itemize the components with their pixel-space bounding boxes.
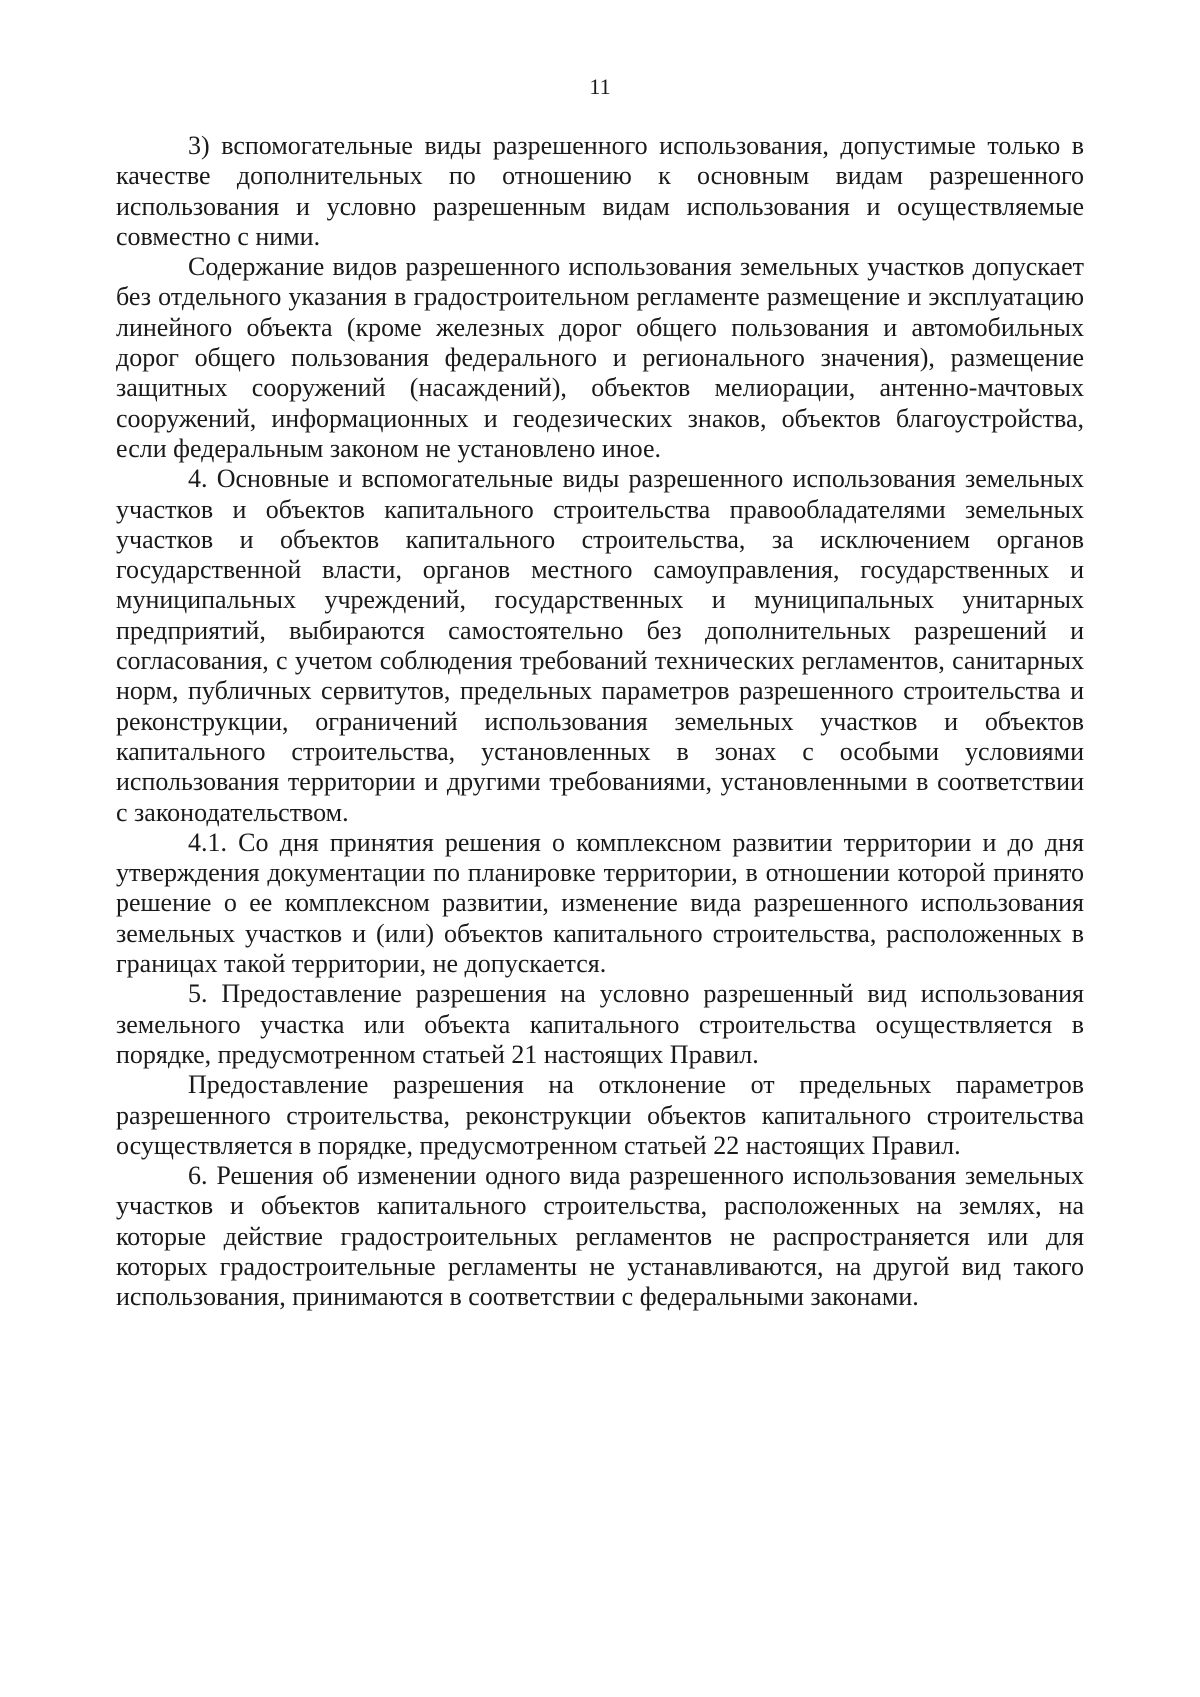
paragraph-item-6: 6. Решения об изменении одного вида разрешенного использования земельных участков и объектов капитального строительства, расположенных на землях, на которые действие градостроительных регламентов не распространяется или для которых градостроительные регламенты не устанавливаются, на другой вид такого использования, принимаются в соответствии с федеральными законами. xyxy=(116,1161,1084,1312)
paragraph-item-4: 4. Основные и вспомогательные виды разрешенного использования земельных участков и объектов капитального строительства правообладателями земельных участков и объектов капитального строительства, за исключением органов государственной власти, органов местного самоуправления, государственных и муниципальных учреждений, государственных и муниципальных унитарных предприятий, выбираются самостоятельно без дополнительных разрешений и согласования, с учетом соблюдения требований технических регламентов, санитарных норм, публичных сервитутов, предельных параметров разрешенного строительства и реконструкции, ограничений использования земельных участков и объектов капитального строительства, установленных в зонах с особыми условиями использования территории и другими требованиями, установленными в соответствии с законодательством. xyxy=(116,464,1084,827)
paragraph-linear-objects: Содержание видов разрешенного использования земельных участков допускает без отдельного указания в градостроительном регламенте размещение и эксплуатацию линейного объекта (кроме железных дорог общего пользования и автомобильных дорог общего пользования федерального и регионального значения), размещение защитных сооружений (насаждений), объектов мелиорации, антенно-мачтовых сооружений, информационных и геодезических знаков, объектов благоустройства, если федеральным законом не установлено иное. xyxy=(116,252,1084,463)
paragraph-item-4-1: 4.1. Со дня принятия решения о комплексном развитии территории и до дня утверждения документации по планировке территории, в отношении которой принято решение о ее комплексном развитии, изменение вида разрешенного использования земельных участков и (или) объектов капитального строительства, расположенных в границах такой территории, не допускается. xyxy=(116,827,1084,979)
paragraph-auxiliary-uses: 3) вспомогательные виды разрешенного использования, допустимые только в качестве дополнительных по отношению к основным видам разрешенного использования и условно разрешенным видам использования и осуществляемые совместно с ними. xyxy=(116,131,1084,251)
document-body xyxy=(116,131,1084,1313)
page-number: 11 xyxy=(589,74,611,99)
paragraph-deviation-permit: Предоставление разрешения на отклонение от предельных параметров разрешенного строительства, реконструкции объектов капитального строительства осуществляется в порядке, предусмотренном статьей 22 настоящих Правил. xyxy=(116,1070,1084,1160)
paragraph-item-5: 5. Предоставление разрешения на условно разрешенный вид использования земельного участка или объекта капитального строительства осуществляется в порядке, предусмотренном статьей 21 настоящих Правил. xyxy=(116,979,1084,1069)
